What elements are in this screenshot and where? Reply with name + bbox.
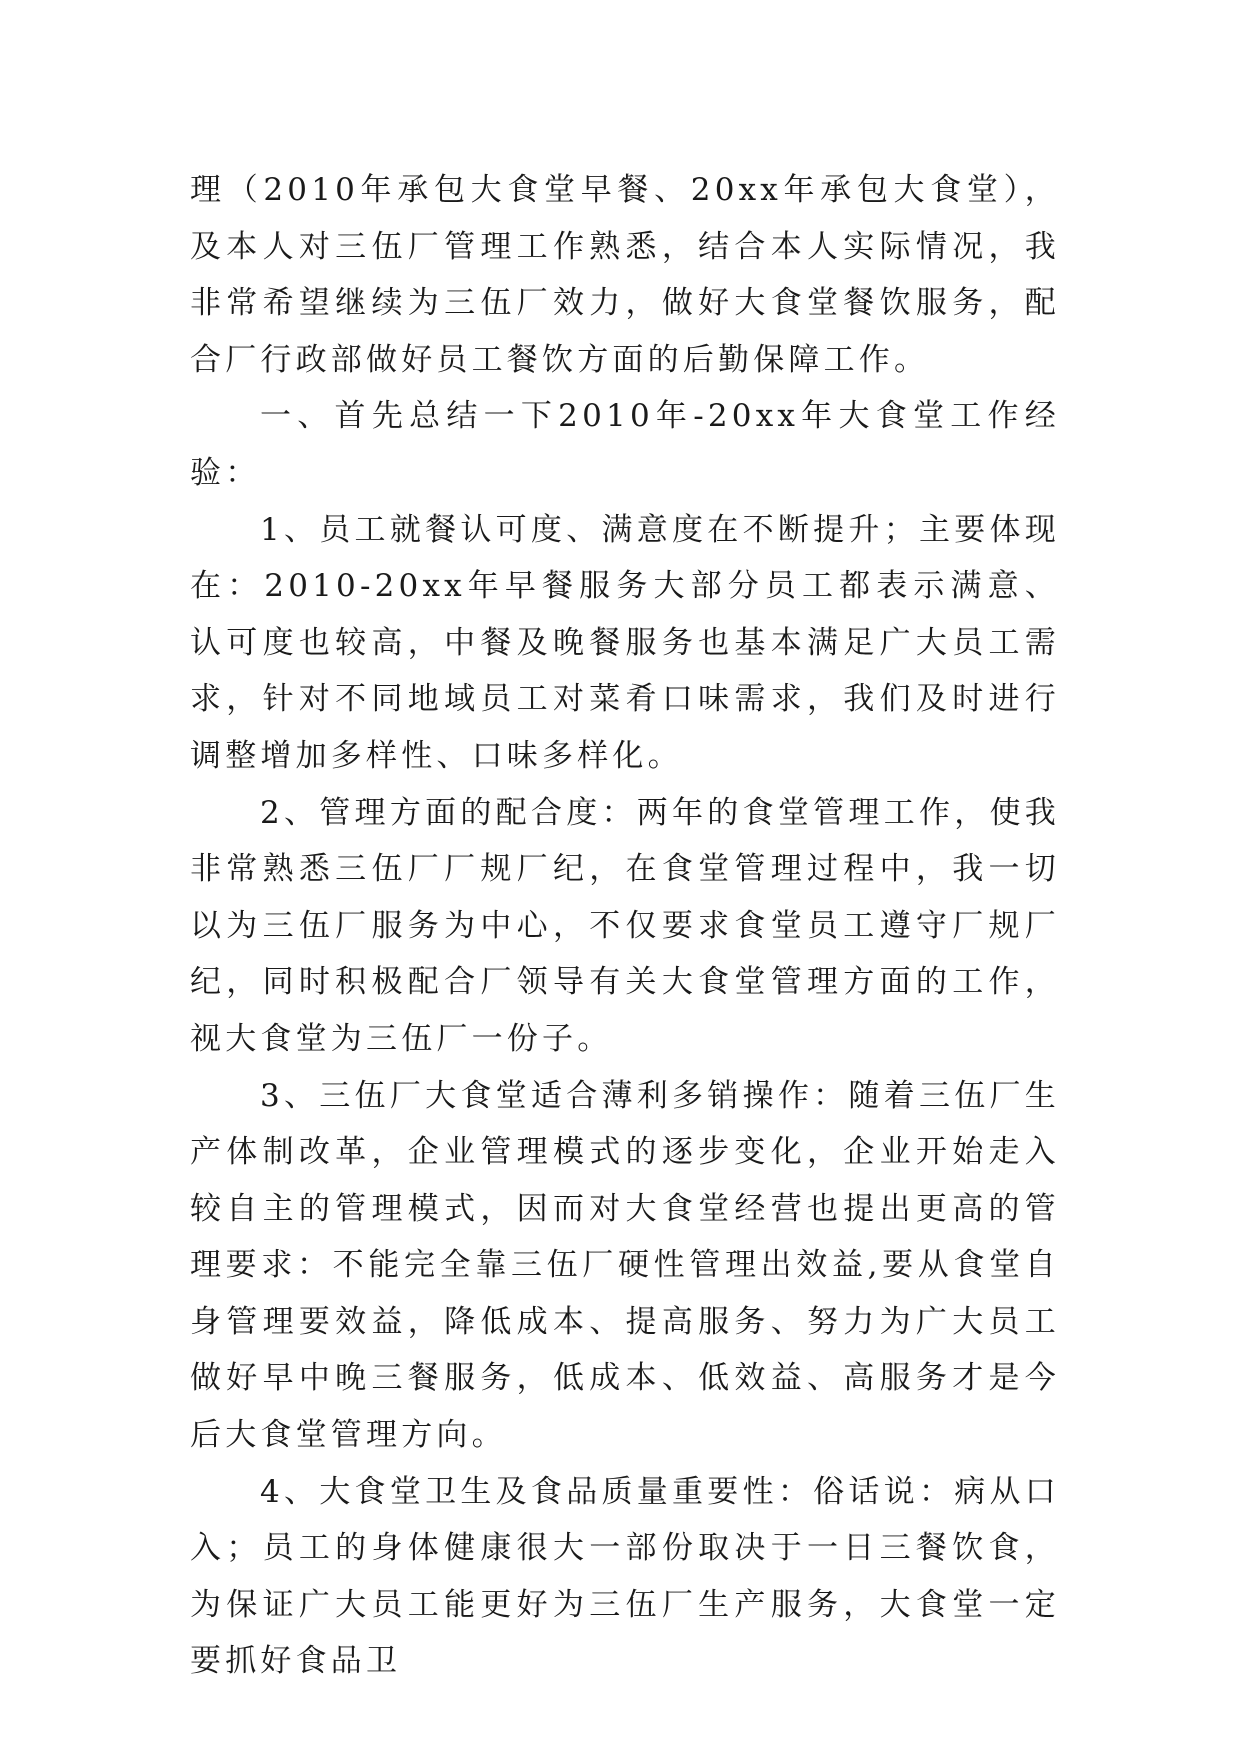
paragraph-point-4: 4、大食堂卫生及食品质量重要性：俗话说：病从口入；员工的身体健康很大一部份取决于一日三餐饮食，为保证广大员工能更好为三伍厂生产服务，大食堂一定要抓好食品卫 — [190, 1473, 1060, 1680]
paragraph-continuation: 理（2010年承包大食堂早餐、20xx年承包大食堂），及本人对三伍厂管理工作熟悉，结合本人实际情况，我非常希望继续为三伍厂效力，做好大食堂餐饮服务，配合厂行政部做好员工餐饮方面的后勤保障工作。 — [190, 172, 1060, 378]
paragraph-point-2: 2、管理方面的配合度：两年的食堂管理工作，使我非常熟悉三伍厂厂规厂纪，在食堂管理过程中，我一切以为三伍厂服务为中心，不仅要求食堂员工遵守厂规厂纪，同时积极配合厂领导有关大食堂管理方面的工作，视大食堂为三伍厂一份子。 — [190, 794, 1060, 1057]
paragraph-section-heading: 一、首先总结一下2010年-20xx年大食堂工作经验： — [190, 398, 1060, 491]
document-body — [190, 162, 1060, 1690]
paragraph-point-1: 1、员工就餐认可度、满意度在不断提升；主要体现在：2010-20xx年早餐服务大部分员工都表示满意、认可度也较高，中餐及晚餐服务也基本满足广大员工需求，针对不同地域员工对菜肴口味需求，我们及时进行调整增加多样性、口味多样化。 — [190, 511, 1060, 774]
paragraph-point-3: 3、三伍厂大食堂适合薄利多销操作：随着三伍厂生产体制改革，企业管理模式的逐步变化，企业开始走入较自主的管理模式，因而对大食堂经营也提出更高的管理要求：不能完全靠三伍厂硬性管理出效益,要从食堂自身管理要效益，降低成本、提高服务、努力为广大员工做好早中晚三餐服务，低成本、低效益、高服务才是今后大食堂管理方向。 — [190, 1077, 1060, 1454]
